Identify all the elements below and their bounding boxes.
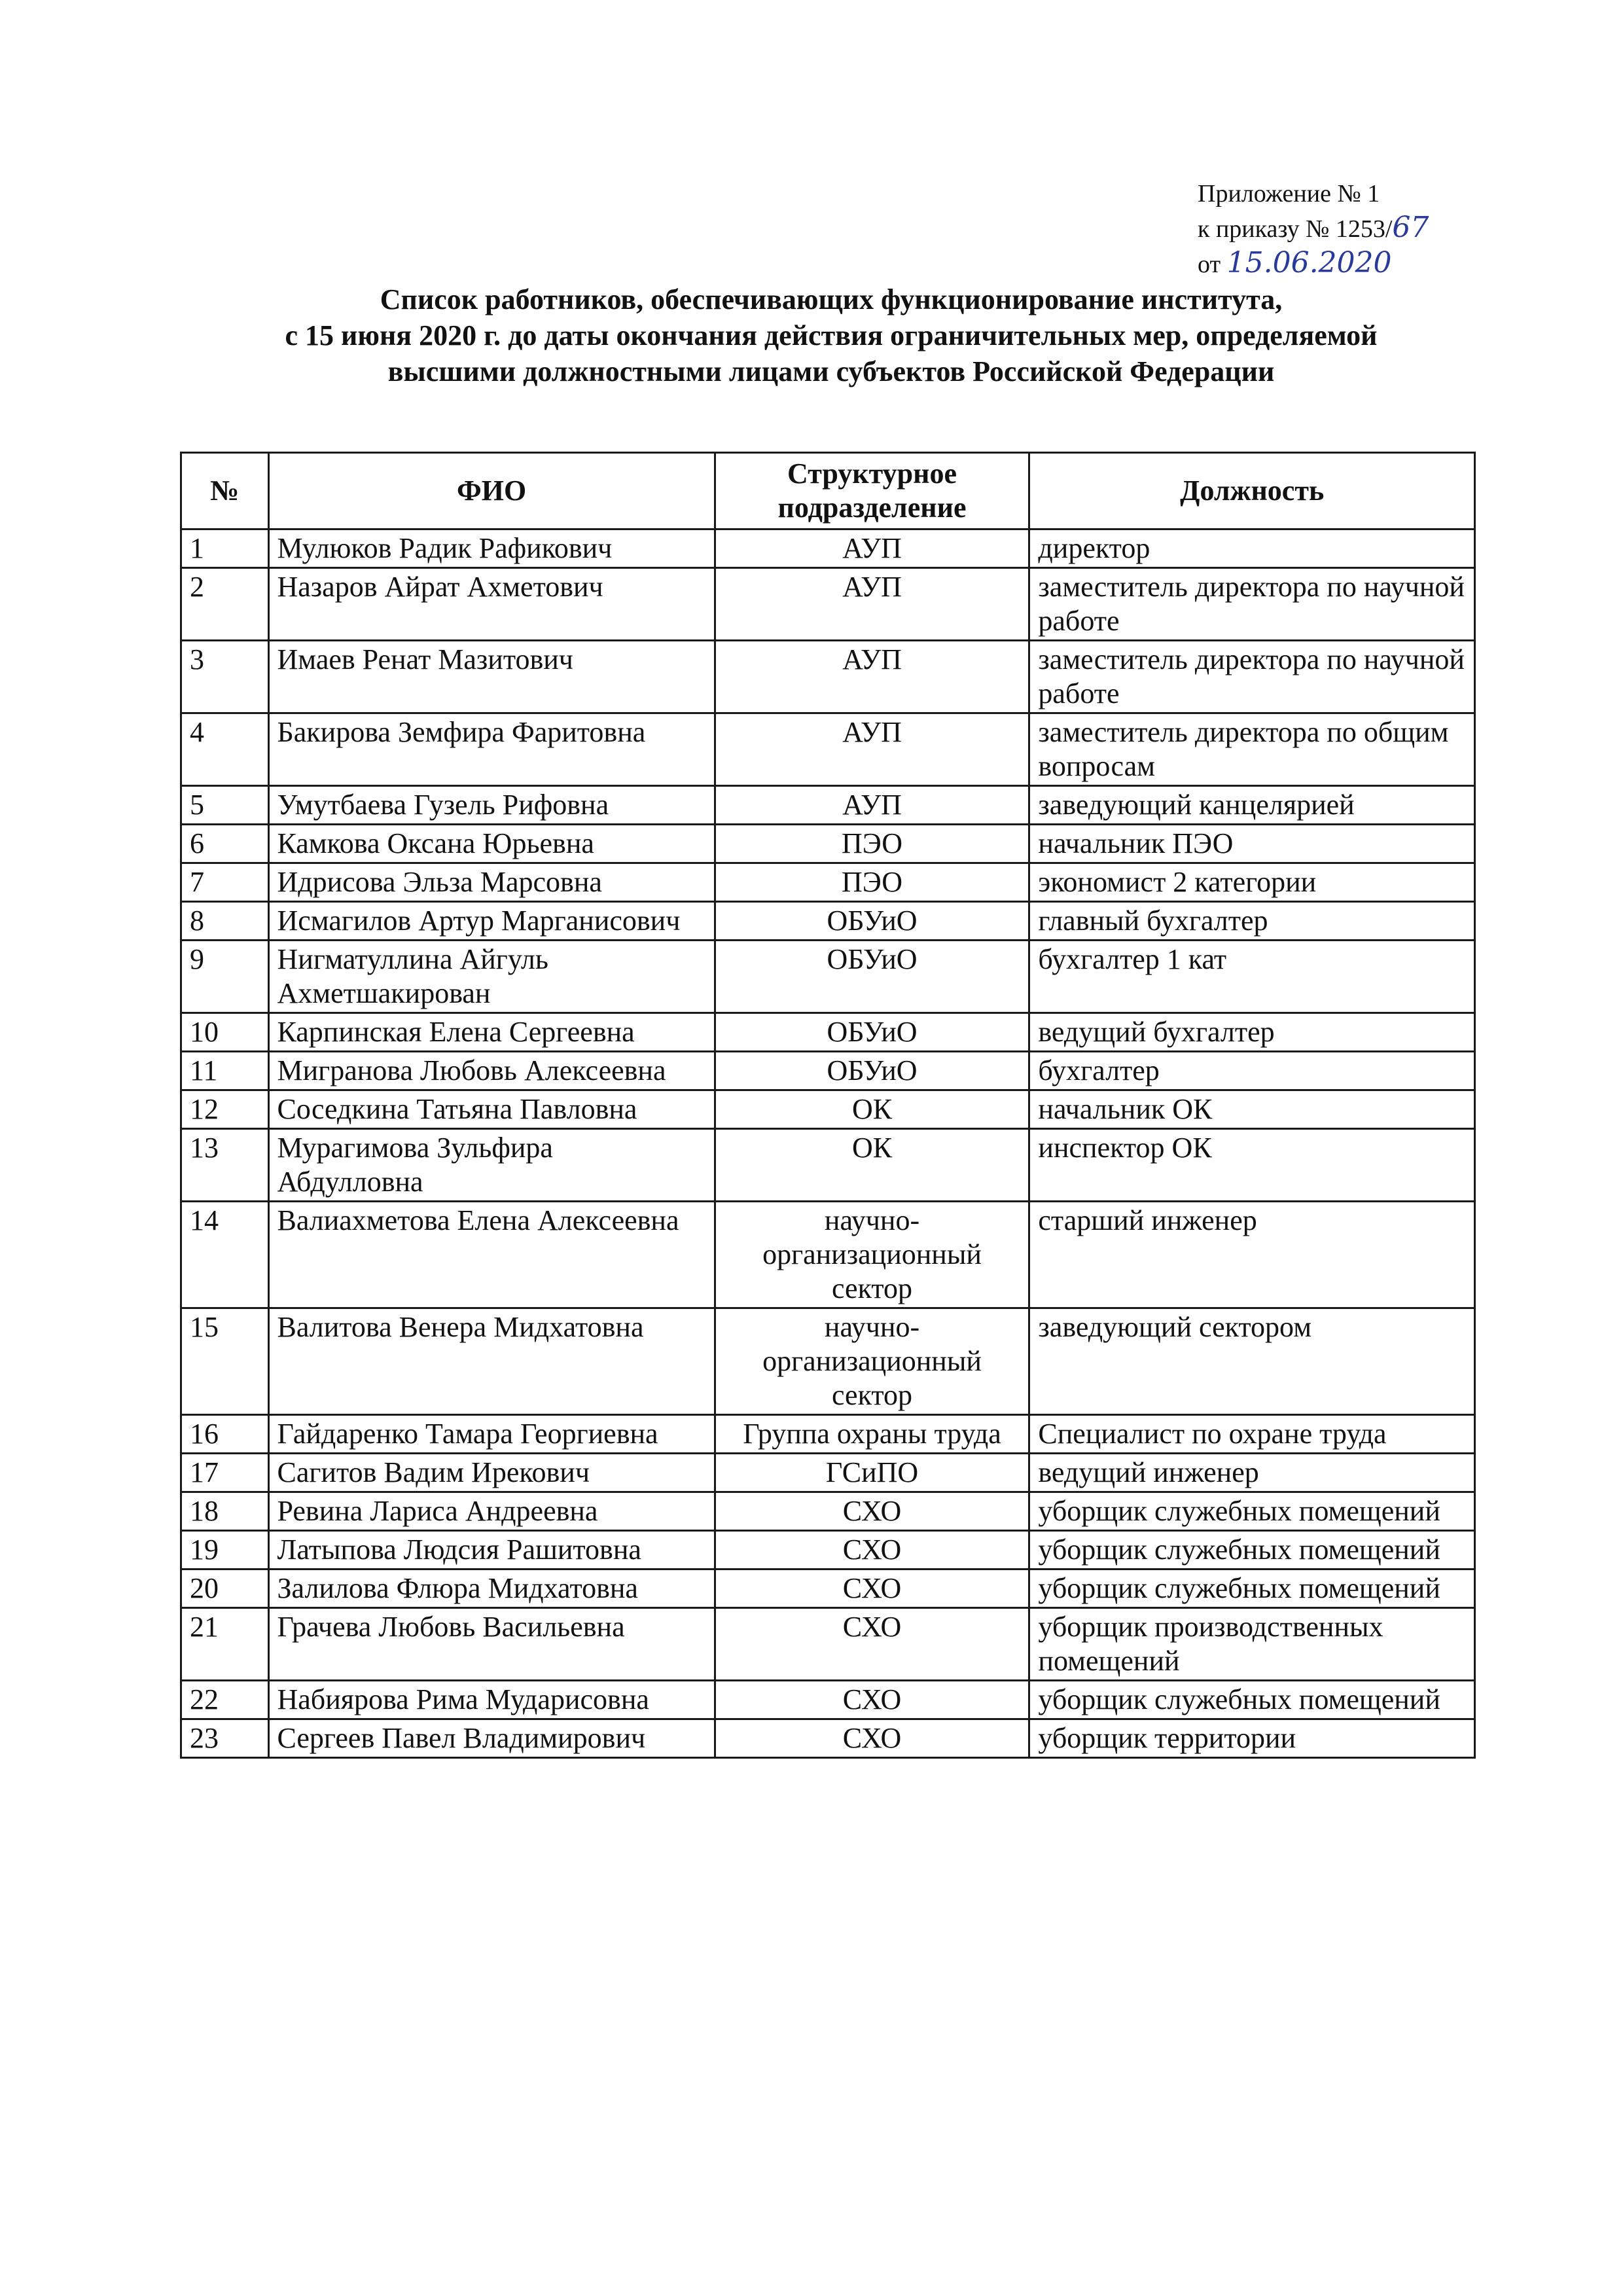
table-row bbox=[181, 1129, 1475, 1202]
table-row bbox=[181, 825, 1475, 863]
cell-dept: СХО bbox=[715, 1570, 1029, 1608]
cell-dept: АУП bbox=[715, 568, 1029, 641]
table-row bbox=[181, 902, 1475, 941]
table-row bbox=[181, 1492, 1475, 1531]
cell-fio: Мулюков Радик Рафикович bbox=[268, 529, 715, 568]
cell-position: экономист 2 категории bbox=[1029, 863, 1475, 902]
table-row bbox=[181, 1681, 1475, 1719]
cell-fio: Карпинская Елена Сергеевна bbox=[268, 1013, 715, 1052]
table-row bbox=[181, 1090, 1475, 1129]
cell-position: уборщик служебных помещений bbox=[1029, 1492, 1475, 1531]
cell-position: директор bbox=[1029, 529, 1475, 568]
cell-dept: СХО bbox=[715, 1531, 1029, 1570]
table-row bbox=[181, 1531, 1475, 1570]
cell-num: 14 bbox=[181, 1202, 269, 1308]
cell-num: 2 bbox=[181, 568, 269, 641]
cell-position: главный бухгалтер bbox=[1029, 902, 1475, 941]
cell-position: заместитель директора по общим вопросам bbox=[1029, 713, 1475, 786]
table-row bbox=[181, 1570, 1475, 1608]
cell-position: старший инженер bbox=[1029, 1202, 1475, 1308]
cell-fio: Идрисова Эльза Марсовна bbox=[268, 863, 715, 902]
cell-position: уборщик служебных помещений bbox=[1029, 1531, 1475, 1570]
cell-fio: Гайдаренко Тамара Георгиевна bbox=[268, 1415, 715, 1454]
cell-dept: ОБУиО bbox=[715, 941, 1029, 1013]
cell-fio: Валитова Венера Мидхатовна bbox=[268, 1308, 715, 1415]
cell-fio: Имаев Ренат Мазитович bbox=[268, 641, 715, 713]
cell-fio: Бакирова Земфира Фаритовна bbox=[268, 713, 715, 786]
cell-dept: ОБУиО bbox=[715, 1052, 1029, 1090]
cell-num: 11 bbox=[181, 1052, 269, 1090]
cell-dept: СХО bbox=[715, 1492, 1029, 1531]
cell-fio: Мурагимова Зульфира Абдулловна bbox=[268, 1129, 715, 1202]
cell-dept: АУП bbox=[715, 641, 1029, 713]
cell-dept: ГСиПО bbox=[715, 1454, 1029, 1492]
table-row bbox=[181, 941, 1475, 1013]
cell-num: 21 bbox=[181, 1608, 269, 1681]
cell-num: 18 bbox=[181, 1492, 269, 1531]
cell-num: 3 bbox=[181, 641, 269, 713]
cell-fio: Ревина Лариса Андреевна bbox=[268, 1492, 715, 1531]
cell-dept: ОК bbox=[715, 1090, 1029, 1129]
cell-num: 15 bbox=[181, 1308, 269, 1415]
cell-fio: Нигматуллина Айгуль Ахметшакирован bbox=[268, 941, 715, 1013]
cell-dept: АУП bbox=[715, 529, 1029, 568]
cell-num: 8 bbox=[181, 902, 269, 941]
table-body bbox=[181, 529, 1475, 1758]
cell-position: инспектор ОК bbox=[1029, 1129, 1475, 1202]
table-row bbox=[181, 713, 1475, 786]
cell-num: 22 bbox=[181, 1681, 269, 1719]
cell-num: 4 bbox=[181, 713, 269, 786]
cell-position: уборщик служебных помещений bbox=[1029, 1570, 1475, 1608]
cell-fio: Сагитов Вадим Ирекович bbox=[268, 1454, 715, 1492]
cell-fio: Соседкина Татьяна Павловна bbox=[268, 1090, 715, 1129]
cell-num: 5 bbox=[181, 786, 269, 825]
cell-position: заместитель директора по научной работе bbox=[1029, 641, 1475, 713]
cell-dept: АУП bbox=[715, 786, 1029, 825]
cell-fio: Набиярова Рима Мударисовна bbox=[268, 1681, 715, 1719]
cell-dept: ОК bbox=[715, 1129, 1029, 1202]
table-row bbox=[181, 1052, 1475, 1090]
cell-fio: Мигранова Любовь Алексеевна bbox=[268, 1052, 715, 1090]
cell-dept: ПЭО bbox=[715, 825, 1029, 863]
cell-fio: Залилова Флюра Мидхатовна bbox=[268, 1570, 715, 1608]
cell-position: заведующий сектором bbox=[1029, 1308, 1475, 1415]
cell-position: уборщик территории bbox=[1029, 1719, 1475, 1758]
cell-position: заведующий канцелярией bbox=[1029, 786, 1475, 825]
cell-dept: СХО bbox=[715, 1681, 1029, 1719]
annex-order-suffix: 67 bbox=[1392, 211, 1429, 244]
cell-fio: Сергеев Павел Владимирович bbox=[268, 1719, 715, 1758]
annex-number: Приложение № 1 bbox=[1198, 180, 1380, 207]
cell-position: начальник ПЭО bbox=[1029, 825, 1475, 863]
table-row bbox=[181, 1719, 1475, 1758]
cell-num: 19 bbox=[181, 1531, 269, 1570]
title-line-1: Список работников, обеспечивающих функционирование института, bbox=[380, 283, 1283, 315]
cell-num: 12 bbox=[181, 1090, 269, 1129]
cell-num: 20 bbox=[181, 1570, 269, 1608]
document-title bbox=[170, 281, 1492, 389]
annex-date-line bbox=[1198, 246, 1429, 281]
table-row bbox=[181, 1013, 1475, 1052]
cell-position: уборщик служебных помещений bbox=[1029, 1681, 1475, 1719]
table-row bbox=[181, 1202, 1475, 1308]
cell-num: 17 bbox=[181, 1454, 269, 1492]
header-position: Должность bbox=[1029, 453, 1475, 529]
cell-dept: научно-организационный сектор bbox=[715, 1202, 1029, 1308]
cell-num: 13 bbox=[181, 1129, 269, 1202]
cell-dept: ПЭО bbox=[715, 863, 1029, 902]
cell-dept: АУП bbox=[715, 713, 1029, 786]
cell-dept: научно-организационный сектор bbox=[715, 1308, 1029, 1415]
header-num: № bbox=[181, 453, 269, 529]
table-row bbox=[181, 1454, 1475, 1492]
cell-num: 23 bbox=[181, 1719, 269, 1758]
title-line-3: высшими должностными лицами субъектов Российской Федерации bbox=[387, 355, 1275, 387]
cell-fio: Грачева Любовь Васильевна bbox=[268, 1608, 715, 1681]
cell-position: начальник ОК bbox=[1029, 1090, 1475, 1129]
cell-position: заместитель директора по научной работе bbox=[1029, 568, 1475, 641]
cell-fio: Исмагилов Артур Марганисович bbox=[268, 902, 715, 941]
cell-position: ведущий инженер bbox=[1029, 1454, 1475, 1492]
annex-order bbox=[1198, 211, 1429, 246]
cell-num: 9 bbox=[181, 941, 269, 1013]
annex-block bbox=[1198, 177, 1429, 281]
header-dept: Структурное подразделение bbox=[715, 453, 1029, 529]
cell-dept: СХО bbox=[715, 1719, 1029, 1758]
header-fio: ФИО bbox=[268, 453, 715, 529]
employee-table bbox=[180, 452, 1476, 1759]
cell-fio: Назаров Айрат Ахметович bbox=[268, 568, 715, 641]
cell-num: 1 bbox=[181, 529, 269, 568]
cell-fio: Латыпова Людсия Рашитовна bbox=[268, 1531, 715, 1570]
table-row bbox=[181, 568, 1475, 641]
cell-position: бухгалтер bbox=[1029, 1052, 1475, 1090]
cell-position: бухгалтер 1 кат bbox=[1029, 941, 1475, 1013]
table-header-row bbox=[181, 453, 1475, 529]
cell-position: ведущий бухгалтер bbox=[1029, 1013, 1475, 1052]
annex-date: 15.06.2020 bbox=[1226, 246, 1392, 279]
cell-dept: ОБУиО bbox=[715, 902, 1029, 941]
table-row bbox=[181, 1608, 1475, 1681]
title-line-2: с 15 июня 2020 г. до даты окончания действия ограничительных мер, определяемой bbox=[285, 319, 1378, 351]
cell-num: 16 bbox=[181, 1415, 269, 1454]
cell-fio: Умутбаева Гузель Рифовна bbox=[268, 786, 715, 825]
cell-position: уборщик производственных помещений bbox=[1029, 1608, 1475, 1681]
cell-position: Специалист по охране труда bbox=[1029, 1415, 1475, 1454]
table-row bbox=[181, 641, 1475, 713]
table-row bbox=[181, 786, 1475, 825]
cell-dept: СХО bbox=[715, 1608, 1029, 1681]
table-row bbox=[181, 529, 1475, 568]
table-row bbox=[181, 863, 1475, 902]
annex-order-prefix: к приказу № 1253/ bbox=[1198, 215, 1393, 243]
cell-fio: Валиахметова Елена Алексеевна bbox=[268, 1202, 715, 1308]
cell-dept: Группа охраны труда bbox=[715, 1415, 1029, 1454]
table-row bbox=[181, 1415, 1475, 1454]
cell-dept: ОБУиО bbox=[715, 1013, 1029, 1052]
table-row bbox=[181, 1308, 1475, 1415]
cell-num: 10 bbox=[181, 1013, 269, 1052]
cell-fio: Камкова Оксана Юрьевна bbox=[268, 825, 715, 863]
cell-num: 7 bbox=[181, 863, 269, 902]
annex-date-prefix: от bbox=[1198, 251, 1221, 278]
cell-num: 6 bbox=[181, 825, 269, 863]
